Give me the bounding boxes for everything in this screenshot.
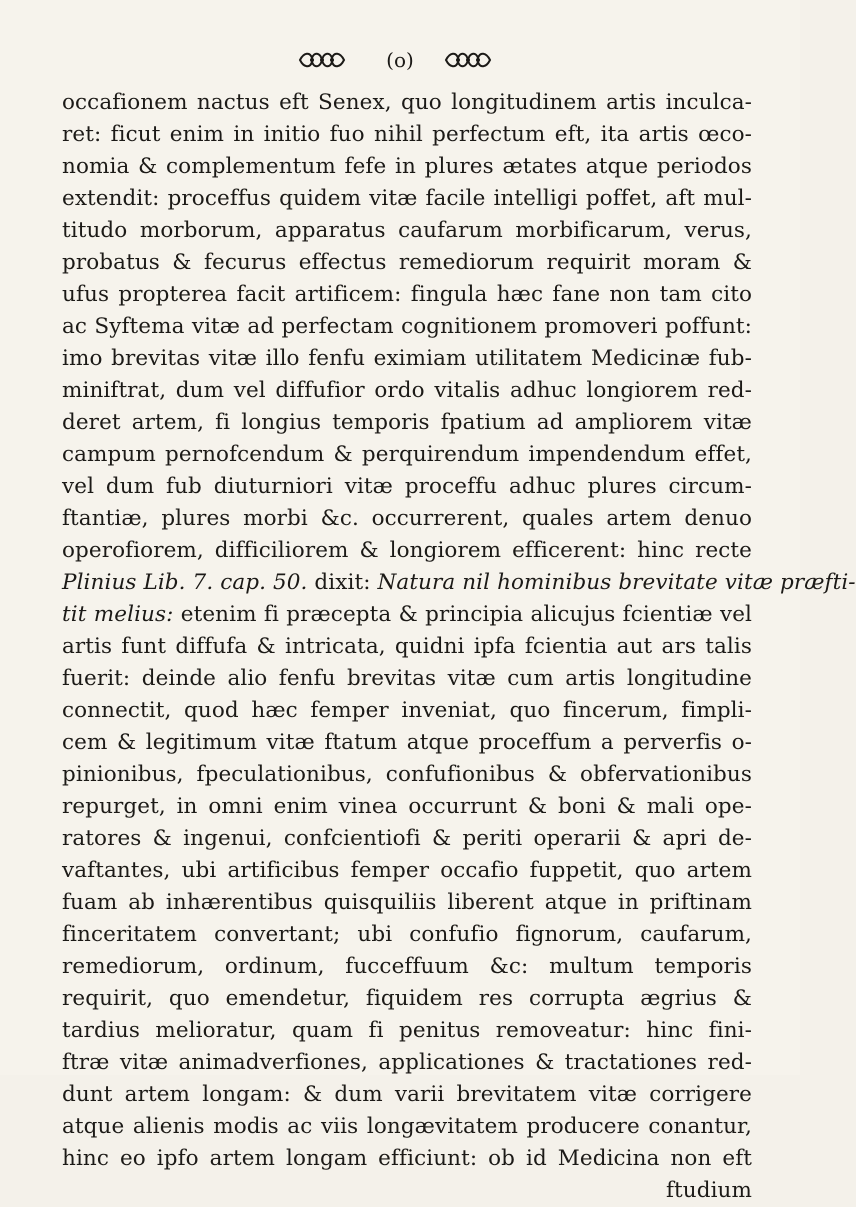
text-segment: dixit: bbox=[307, 570, 378, 595]
page-number: (o) bbox=[386, 48, 414, 72]
text-line: artis funt diffufa & intricata, quidni ipfa fcientia aut ars talis bbox=[62, 634, 752, 659]
citation: Plinius Lib. 7. cap. 50. bbox=[62, 570, 308, 595]
text-line: titudo morborum, apparatus caufarum morbificarum, verus, bbox=[62, 218, 752, 243]
text-line: ftantiæ, plures morbi &c. occurrerent, quales artem denuo bbox=[62, 506, 752, 531]
text-line bbox=[62, 599, 752, 631]
text-line: hinc eo ipfo artem longam efficiunt: ob id Medicina non eft bbox=[62, 1146, 752, 1171]
text-line: operofiorem, difficiliorem & longiorem efficerent: hinc recte bbox=[62, 538, 752, 563]
printer-ornament-icon bbox=[298, 48, 346, 72]
quotation: Natura nil hominibus brevitate vitæ præfti- bbox=[377, 570, 856, 595]
text-line: miniftrat, dum vel diffufior ordo vitalis adhuc longiorem red- bbox=[62, 378, 752, 403]
text-line: requirit, quo emendetur, fiquidem res corrupta ægrius & bbox=[62, 986, 752, 1011]
text-line: fuam ab inhærentibus quisquiliis liberent atque in priftinam bbox=[62, 890, 752, 915]
text-line: probatus & fecurus effectus remediorum requirit moram & bbox=[62, 250, 752, 275]
text-line: imo brevitas vitæ illo fenfu eximiam utilitatem Medicinæ fub- bbox=[62, 346, 752, 371]
text-line: nomia & complementum fefe in plures ætates atque periodos bbox=[62, 154, 752, 179]
text-line: vel dum fub diuturniori vitæ proceffu adhuc plures circum- bbox=[62, 474, 752, 499]
text-line: ratores & ingenui, confcientiofi & periti operarii & apri de- bbox=[62, 826, 752, 851]
text-line: occafionem nactus eft Senex, quo longitudinem artis inculca- bbox=[62, 90, 752, 115]
text-line: repurget, in omni enim vinea occurrunt & boni & mali ope- bbox=[62, 794, 752, 819]
page-header bbox=[0, 40, 800, 80]
text-line: ftræ vitæ animadverfiones, applicationes & tractationes red- bbox=[62, 1050, 752, 1075]
text-line: dunt artem longam: & dum varii brevitatem vitæ corrigere bbox=[62, 1082, 752, 1107]
text-line: fuerit: deinde alio fenfu brevitas vitæ cum artis longitudine bbox=[62, 666, 752, 691]
text-line: finceritatem convertant; ubi confufio fignorum, caufarum, bbox=[62, 922, 752, 947]
text-line: cem & legitimum vitæ ftatum atque proceffum a perverfis o- bbox=[62, 730, 752, 755]
text-line bbox=[62, 567, 856, 599]
text-line: vaftantes, ubi artificibus femper occafio fuppetit, quo artem bbox=[62, 858, 752, 883]
quotation: tit melius: bbox=[62, 602, 174, 627]
body-text bbox=[62, 87, 856, 1207]
text-line: atque alienis modis ac viis longævitatem producere conantur, bbox=[62, 1114, 752, 1139]
text-line: tardius melioratur, quam fi penitus removeatur: hinc fini- bbox=[62, 1018, 752, 1043]
text-line: ufus propterea facit artificem: fingula hæc fane non tam cito bbox=[62, 282, 752, 307]
text-line: remediorum, ordinum, fucceffuum &c: multum temporis bbox=[62, 954, 752, 979]
text-line: extendit: proceffus quidem vitæ facile intelligi poffet, aft mul- bbox=[62, 186, 752, 211]
text-line: campum pernofcendum & perquirendum impendendum effet, bbox=[62, 442, 752, 467]
text-line: ac Syftema vitæ ad perfectam cognitionem promoveri poffunt: bbox=[62, 314, 752, 339]
text-line: ret: ficut enim in initio fuo nihil perfectum eft, ita artis œco- bbox=[62, 122, 752, 147]
text-segment: etenim fi præcepta & principia alicujus fcientiæ vel bbox=[173, 602, 752, 627]
catchword: ftudium bbox=[665, 1178, 752, 1203]
printer-ornament-icon bbox=[444, 48, 492, 72]
text-line: connectit, quod hæc femper inveniat, quo fincerum, fimpli- bbox=[62, 698, 752, 723]
text-line: deret artem, fi longius temporis fpatium ad ampliorem vitæ bbox=[62, 410, 752, 435]
text-line: pinionibus, fpeculationibus, confufionibus & obfervationibus bbox=[62, 762, 752, 787]
